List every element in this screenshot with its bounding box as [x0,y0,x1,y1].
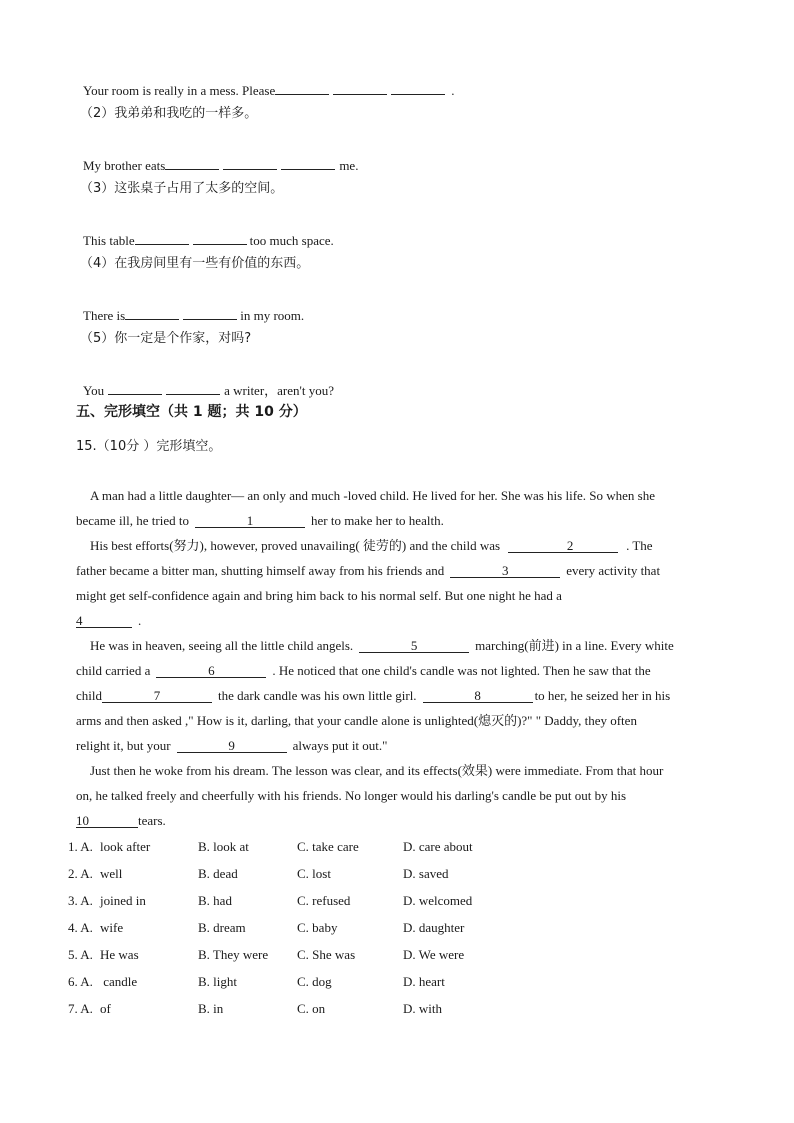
option-d[interactable]: D. heart [403,974,445,989]
passage-line: on, he talked freely and cheerfully with his friends. No longer would his darling's candle be put out by his [76,788,627,803]
sentence-text: too much space. [249,233,334,248]
option-a[interactable]: of [100,1001,111,1016]
cloze-blank-6[interactable]: 6 [156,664,266,678]
cloze-blank-9[interactable]: 9 [177,739,287,753]
option-d[interactable]: D. welcomed [403,893,473,908]
option-d[interactable]: D. saved [403,866,449,881]
answer-blank[interactable] [166,381,220,395]
answer-blank[interactable] [125,306,179,320]
option-c[interactable]: C. lost [297,866,331,881]
passage-line: father became a bitter man, shutting himself away from his friends and 3 every activity that [76,563,661,578]
option-row: 4. A. wife B. dream C. baby D. daughter [68,920,465,935]
answer-blank[interactable] [223,156,277,170]
question-heading: 15.（10分 ）完形填空。 [76,439,222,454]
sentence-2-chinese: （2）我弟弟和我吃的一样多。 [80,106,258,121]
option-b[interactable]: B. in [198,1001,224,1016]
sentence-1-english [83,81,454,99]
answer-blank[interactable] [281,156,335,170]
passage-line: might get self-confidence again and bring him back to his normal self. But one night he had a [76,588,562,603]
answer-blank[interactable] [108,381,162,395]
passage-line: He was in heaven, seeing all the little child angels. 5 marching(前进) in a line. Every white [90,638,674,653]
option-c[interactable]: C. on [297,1001,326,1016]
option-b[interactable]: B. light [198,974,238,989]
answer-blank[interactable] [391,81,445,95]
option-d[interactable]: D. care about [403,839,473,854]
answer-blank[interactable] [193,231,247,245]
option-d[interactable]: D. daughter [403,920,465,935]
sentence-text: There is [83,308,126,323]
answer-blank[interactable] [333,81,387,95]
option-a[interactable]: well [100,866,123,881]
sentence-text: me. [339,158,359,173]
passage-line: 4 . [76,613,142,628]
option-b[interactable]: B. look at [198,839,249,854]
passage-line: arms and then asked ," How is it, darling, that your candle alone is unlighted(熄灭的)?" " Daddy, they often [76,713,637,728]
sentence-4-english [83,306,304,324]
sentence-text: . [451,83,455,98]
option-c[interactable]: C. refused [297,893,351,908]
passage-line: A man had a little daughter— an only and much -loved child. He lived for her. She was his life. So when she [90,488,656,503]
option-a[interactable]: He was [100,947,139,962]
option-row: 1. A. look after B. look at C. take care D. care about [68,839,473,854]
answer-blank[interactable] [275,81,329,95]
sentence-text: My brother eats [83,158,166,173]
sentence-5-chinese: （5）你一定是个作家，对吗? [80,331,252,346]
option-row: 3. A. joined in B. had C. refused D. welcomed [68,893,473,908]
sentence-text: a writer，aren't you? [224,383,334,398]
option-a[interactable]: joined in [100,893,146,908]
cloze-blank-8[interactable]: 8 [423,689,533,703]
option-row: 7. A. of B. in C. on D. with [68,1001,442,1016]
sentence-text: Your room is really in a mess. Please [83,83,276,98]
section-title: 五、完形填空（共 1 题；共 10 分） [76,404,307,420]
cloze-blank-2[interactable]: 2 [508,539,618,553]
answer-blank[interactable] [165,156,219,170]
cloze-blank-4[interactable]: 4 [76,614,132,628]
option-row: 2. A. well B. dead C. lost D. saved [68,866,449,881]
option-a[interactable]: wife [100,920,124,935]
option-b[interactable]: B. had [198,893,232,908]
answer-blank[interactable] [183,306,237,320]
cloze-blank-5[interactable]: 5 [359,639,469,653]
option-row: 6. A. candle B. light C. dog D. heart [68,974,445,989]
option-b[interactable]: B. They were [198,947,269,962]
option-b[interactable]: B. dream [198,920,246,935]
option-c[interactable]: C. She was [297,947,356,962]
sentence-3-english [83,231,334,249]
cloze-blank-3[interactable]: 3 [450,564,560,578]
option-c[interactable]: C. dog [297,974,332,989]
passage-line: child carried a 6 . He noticed that one child's candle was not lighted. Then he saw that the [76,663,651,678]
sentence-text: You [83,383,105,398]
passage-line: relight it, but your 9 always put it out." [76,738,388,753]
option-a[interactable]: candle [100,974,138,989]
sentence-5-english [83,381,334,399]
sentence-text: in my room. [240,308,305,323]
option-c[interactable]: C. take care [297,839,359,854]
answer-blank[interactable] [135,231,189,245]
passage-line: 10 tears. [76,813,166,828]
sentence-3-chinese: （3）这张桌子占用了太多的空间。 [80,181,284,196]
passage-line: His best efforts(努力), however, proved unavailing( 徒劳的) and the child was 2 . The [90,538,653,553]
passage-line: child 7 the dark candle was his own little girl. 8 to her, he seized her in his [76,688,671,703]
cloze-blank-7[interactable]: 7 [102,689,212,703]
sentence-text: This table [83,233,135,248]
cloze-passage [76,483,716,833]
option-d[interactable]: D. with [403,1001,442,1016]
option-a[interactable]: look after [100,839,151,854]
option-c[interactable]: C. baby [297,920,338,935]
option-d[interactable]: D. We were [403,947,465,962]
passage-line: became ill, he tried to 1 her to make her to health. [76,513,444,528]
sentence-4-chinese: （4）在我房间里有一些有价值的东西。 [80,256,310,271]
cloze-blank-1[interactable]: 1 [195,514,305,528]
passage-line: Just then he woke from his dream. The lesson was clear, and its effects(效果) were immediate. From that hour [90,763,664,778]
option-b[interactable]: B. dead [198,866,238,881]
sentence-2-english [83,156,358,174]
option-row: 5. A. He was B. They were C. She was D. We were [68,947,465,962]
cloze-blank-10[interactable]: 10 [76,814,138,828]
